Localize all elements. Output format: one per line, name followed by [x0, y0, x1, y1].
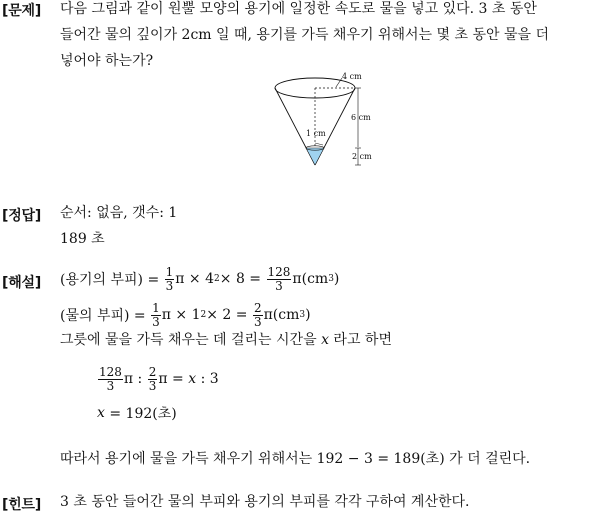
result-equation: x = 192(초) — [97, 405, 177, 422]
solution-label: [해설] — [2, 275, 42, 291]
radius-label: 4 cm — [342, 72, 362, 81]
height-label: 6 cm — [351, 113, 371, 122]
answer-value: 189 초 — [60, 231, 105, 247]
answer-label: [정답] — [2, 208, 42, 224]
conclusion-line: 따라서 용기에 물을 가득 채우기 위해서는 192 − 3 = 189(초) 가 더 걸린다. — [60, 451, 531, 467]
hint-text: 3 초 동안 들어간 물의 부피와 용기의 부피를 각각 구하여 계산한다. — [60, 494, 470, 510]
time-definition-line: 그릇에 물을 가득 채우는 데 걸리는 시간을 x 라고 하면 — [60, 332, 392, 348]
container-volume-equation: (용기의 부피) = $\frac{1}{3}$ π × 4 2 × 8 = $\frac{128}{3}$ π(cm 3 ) — [60, 264, 340, 293]
answer-meta: 순서: 없음, 갯수: 1 — [60, 205, 178, 221]
problem-line-3: 넣어야 하는가? — [60, 53, 154, 69]
cone-figure — [270, 72, 380, 172]
water-height-label: 2 cm — [352, 152, 372, 161]
water-volume-equation: (물의 부피) = $\frac{1}{3}$ π × 1 2 × 2 = $\frac{2}{3}$ π(cm 3 ) — [60, 300, 311, 329]
water-radius-label: 1 cm — [306, 129, 326, 138]
proportion-equation: $\frac{128}{3}$ π : $\frac{2}{3}$ π = x : 3 — [99, 364, 219, 393]
problem-line-1: 다음 그림과 같이 원뿔 모양의 용기에 일정한 속도로 물을 넣고 있다. 3 초 동안 — [60, 1, 537, 17]
water-fill — [306, 148, 324, 165]
problem-label: [문제] — [2, 3, 42, 19]
problem-line-2: 들어간 물의 깊이가 2cm 일 때, 용기를 가득 채우기 위해서는 몇 초 동안 물을 더 — [60, 27, 549, 43]
hint-label: [힌트] — [2, 497, 42, 513]
